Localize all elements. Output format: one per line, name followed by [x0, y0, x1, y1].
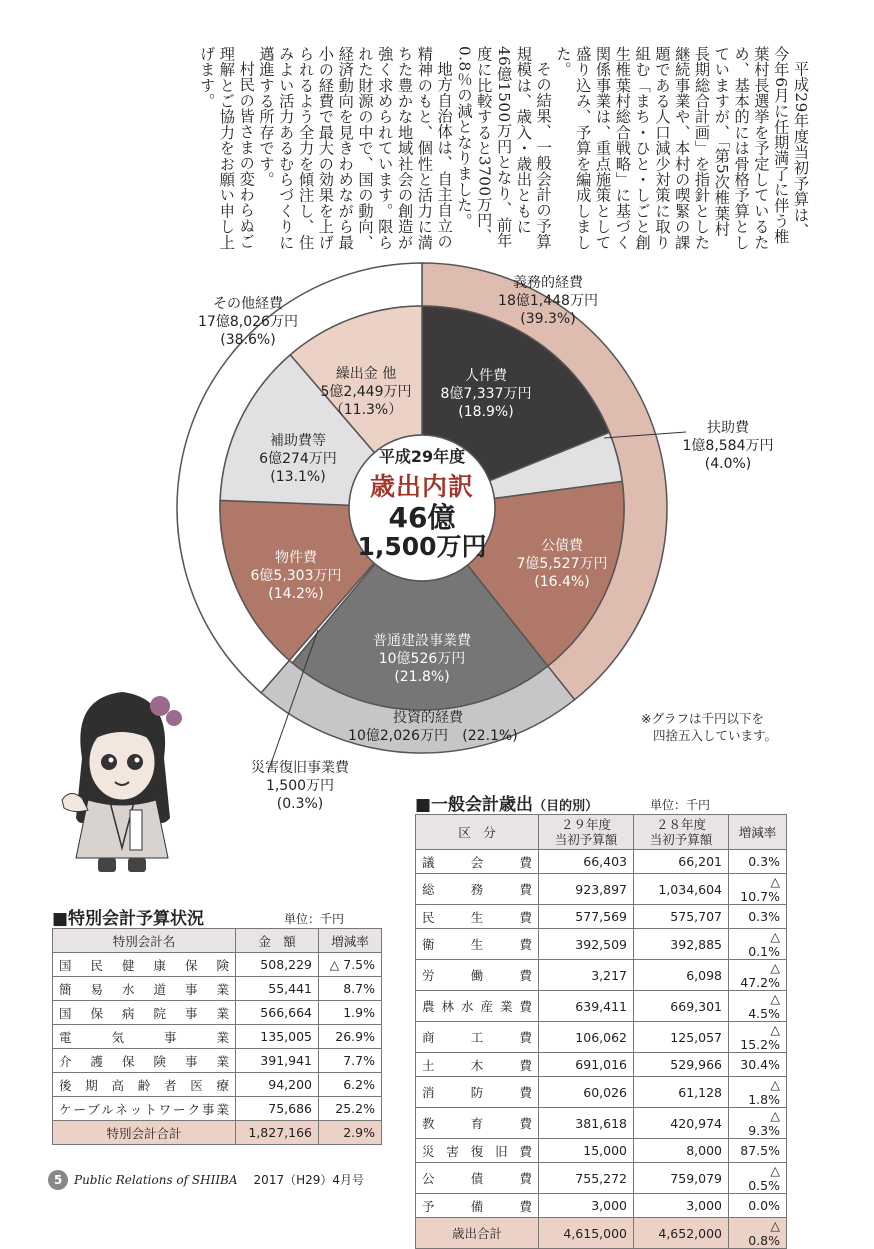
general-table-row — [416, 1139, 787, 1163]
row-account-name: ケーブルネットワーク事業 — [53, 1097, 236, 1121]
row-change: 7.7% — [319, 1049, 382, 1073]
inner-slice-name-label: 人件費 — [465, 368, 507, 384]
chart-note-line1: ※グラフは千円以下を — [641, 711, 764, 726]
intro-paragraph-4: 村民の皆さまの変わらぬご理解とご協力をお願い申し上げます。 — [198, 46, 256, 251]
footer-issue: 2017（H29）4月号 — [253, 1173, 365, 1187]
intro-paragraph-1: 平成29年度当初予算は、今年6月に任期満了に伴う椎葉村長選挙を予定しているため、基本的には骨格予算としていますが、「第5次椎葉村長期総合計画」を指針とした継続事業や、本村の喫緊の課題である人口減少対策に取り組む「まち・ひと・しごと創生椎葉村総合戦略」に基づく関係事業は、重点施策として盛り込み、予算を編成しました。 — [554, 46, 810, 251]
special-table-row — [53, 953, 382, 977]
row-change: 0.3% — [729, 905, 787, 929]
general-table-row — [416, 960, 787, 991]
row-current: 60,026 — [539, 1077, 634, 1108]
header-previous — [634, 815, 729, 850]
special-unit: 単位：千円 — [284, 912, 345, 926]
chart-note-line2: 四捨五入しています。 — [653, 728, 778, 743]
header-change: 増減率 — [729, 815, 787, 850]
row-previous: 759,079 — [634, 1163, 729, 1194]
row-current: 577,569 — [539, 905, 634, 929]
row-current: 691,016 — [539, 1053, 634, 1077]
inner-slice-amount-label: 6億274万円 — [259, 451, 337, 467]
outer-slice-amount-label: 17億8,026万円 — [198, 314, 298, 330]
general-table-title — [415, 790, 598, 815]
general-title-main: ■一般会計歳出 — [415, 795, 534, 815]
row-previous: 392,885 — [634, 929, 729, 960]
row-category: 衛生費 — [416, 929, 539, 960]
row-amount: 566,664 — [236, 1001, 319, 1025]
row-current: 106,062 — [539, 1022, 634, 1053]
special-header-amount: 金 額 — [236, 929, 319, 953]
row-change: 30.4% — [729, 1053, 787, 1077]
special-header-name: 特別会計名 — [53, 929, 236, 953]
row-category: 商工費 — [416, 1022, 539, 1053]
mascot-girl-illustration — [52, 678, 192, 878]
inner-slice-percent-label: (0.3%) — [276, 796, 324, 812]
row-previous: 420,974 — [634, 1108, 729, 1139]
row-amount: 135,005 — [236, 1025, 319, 1049]
row-account-name: 簡易水道事業 — [53, 977, 236, 1001]
row-current: 15,000 — [539, 1139, 634, 1163]
row-account-name: 後期高齢者医療 — [53, 1073, 236, 1097]
row-change: 0.0% — [729, 1194, 787, 1218]
row-previous: 8,000 — [634, 1139, 729, 1163]
row-change: 6.2% — [319, 1073, 382, 1097]
outer-slice-percent-label: (38.6%) — [220, 332, 276, 348]
special-table-row — [53, 1073, 382, 1097]
intro-paragraph-2: その結果、一般会計の予算規模は、歳入・歳出ともに46億1500万円となり、前年度に比較すると3700万円、0.8％の減となりました。 — [455, 46, 553, 250]
outer-slice-amount-label: 18億1,448万円 — [498, 293, 598, 309]
chart-total-line1: 46億 — [388, 501, 456, 534]
row-change: 8.7% — [319, 977, 382, 1001]
inner-slice-name-label: 繰出金 他 — [335, 366, 397, 382]
special-header-change: 増減率 — [319, 929, 382, 953]
row-category: 消防費 — [416, 1077, 539, 1108]
header-current-1: ２９年度 — [560, 817, 611, 832]
row-category: 教育費 — [416, 1108, 539, 1139]
row-change: 87.5% — [729, 1139, 787, 1163]
inner-slice-percent-label: (16.4%) — [534, 574, 590, 590]
row-previous: 61,128 — [634, 1077, 729, 1108]
row-previous: 575,707 — [634, 905, 729, 929]
total-label: 歳出合計 — [416, 1218, 539, 1249]
inner-slice-amount-label: 10億526万円 — [378, 651, 466, 667]
header-category: 区 分 — [416, 815, 539, 850]
outer-slice-percent-label: (39.3%) — [520, 311, 576, 327]
row-change: 25.2% — [319, 1097, 382, 1121]
inner-slice-amount-label: 8億7,337万円 — [440, 386, 532, 402]
special-table-row — [53, 1001, 382, 1025]
row-current: 923,897 — [539, 874, 634, 905]
row-current: 639,411 — [539, 991, 634, 1022]
outer-slice-amount-label: 10億2,026万円 — [348, 728, 448, 744]
row-category: 労働費 — [416, 960, 539, 991]
row-change: △ 4.5% — [729, 991, 787, 1022]
row-change: △ 10.7% — [729, 874, 787, 905]
row-category: 土木費 — [416, 1053, 539, 1077]
row-current: 392,509 — [539, 929, 634, 960]
outer-slice-name-label: 投資的経費 — [393, 710, 463, 726]
special-total-row — [53, 1121, 382, 1145]
special-table-row — [53, 1025, 382, 1049]
general-header-row — [416, 815, 787, 850]
header-previous-1: ２８年度 — [655, 817, 706, 832]
chart-total-line2: 1,500万円 — [357, 532, 487, 561]
general-unit: 単位：千円 — [650, 798, 711, 812]
row-previous: 669,301 — [634, 991, 729, 1022]
row-current: 3,000 — [539, 1194, 634, 1218]
inner-slice-percent-label: （11.3%） — [329, 402, 403, 418]
chart-center-title — [349, 444, 495, 561]
general-table-row — [416, 1194, 787, 1218]
row-previous: 1,034,604 — [634, 874, 729, 905]
inner-slice-name-label: 扶助費 — [707, 420, 749, 436]
general-table-row — [416, 874, 787, 905]
row-change: △ 9.3% — [729, 1108, 787, 1139]
general-table-row — [416, 905, 787, 929]
inner-slice-name-label: 補助費等 — [270, 433, 326, 449]
general-table-row — [416, 991, 787, 1022]
chart-title: 平成29年度 — [378, 447, 466, 466]
inner-slice-percent-label: (14.2%) — [268, 586, 324, 602]
general-table-row — [416, 1108, 787, 1139]
inner-slice-name-label: 公債費 — [541, 538, 583, 554]
general-table-row — [416, 929, 787, 960]
inner-slice-percent-label: (13.1%) — [270, 469, 326, 485]
row-change: △ 47.2% — [729, 960, 787, 991]
inner-slice-percent-label: (21.8%) — [394, 669, 450, 685]
row-amount: 75,686 — [236, 1097, 319, 1121]
general-table-row — [416, 850, 787, 874]
inner-slice-amount-label: 1億8,584万円 — [682, 438, 774, 454]
general-table-row — [416, 1053, 787, 1077]
row-amount: 94,200 — [236, 1073, 319, 1097]
row-previous: 66,201 — [634, 850, 729, 874]
row-previous: 3,000 — [634, 1194, 729, 1218]
inner-slice-name-label: 普通建設事業費 — [373, 633, 471, 649]
general-table-row — [416, 1022, 787, 1053]
special-total-label: 特別会計合計 — [53, 1121, 236, 1145]
row-previous: 125,057 — [634, 1022, 729, 1053]
row-change: △ 1.8% — [729, 1077, 787, 1108]
row-current: 755,272 — [539, 1163, 634, 1194]
row-account-name: 電気事業 — [53, 1025, 236, 1049]
row-change: 0.3% — [729, 850, 787, 874]
special-table-row — [53, 1049, 382, 1073]
row-change: △ 7.5% — [319, 953, 382, 977]
row-category: 議会費 — [416, 850, 539, 874]
special-total-change: 2.9% — [319, 1121, 382, 1145]
inner-slice-name-label: 災害復旧事業費 — [251, 760, 349, 776]
footer-brand: Public Relations of SHIIBA — [74, 1173, 238, 1187]
chart-subtitle: 歳出内訳 — [369, 472, 474, 501]
row-current: 3,217 — [539, 960, 634, 991]
inner-slice-name-label: 物件費 — [275, 550, 317, 566]
intro-paragraph-3: 地方自治体は、自主自立の精神のもと、個性と活力に満ちた豊かな地域社会の創造が強く求められています。限られた財源の中で、国の動向、経済動向を見きわめながら最小の経費で最大の効果を上げられるよう全力を傾注し、住みよい活力あるむらづくりに邁進する所存です。 — [257, 46, 454, 251]
row-account-name: 国民健康保険 — [53, 953, 236, 977]
chart-note — [641, 710, 777, 744]
row-amount: 55,441 — [236, 977, 319, 1001]
special-table-title: ■特別会計予算状況 — [52, 909, 205, 929]
general-total-row — [416, 1218, 787, 1249]
footer — [48, 1170, 364, 1190]
row-account-name: 国保病院事業 — [53, 1001, 236, 1025]
header-previous-2: 当初予算額 — [649, 832, 713, 847]
row-change: 1.9% — [319, 1001, 382, 1025]
row-category: 民生費 — [416, 905, 539, 929]
general-account-table — [415, 814, 787, 1249]
total-current: 4,615,000 — [539, 1218, 634, 1249]
outer-slice-name-label: その他経費 — [213, 296, 283, 312]
row-category: 予備費 — [416, 1194, 539, 1218]
general-table-row — [416, 1163, 787, 1194]
inner-slice-percent-label: (18.9%) — [458, 404, 514, 420]
general-table-row — [416, 1077, 787, 1108]
total-previous: 4,652,000 — [634, 1218, 729, 1249]
inner-slice-amount-label: 5億2,449万円 — [320, 384, 412, 400]
outer-slice-percent-label: (22.1%) — [462, 728, 518, 744]
inner-slice-percent-label: (4.0%) — [704, 456, 752, 472]
row-previous: 529,966 — [634, 1053, 729, 1077]
inner-slice-amount-label: 7億5,527万円 — [516, 556, 608, 572]
special-account-table — [52, 928, 382, 1145]
row-account-name: 介護保険事業 — [53, 1049, 236, 1073]
row-change: △ 0.1% — [729, 929, 787, 960]
row-current: 66,403 — [539, 850, 634, 874]
row-change: △ 15.2% — [729, 1022, 787, 1053]
row-amount: 391,941 — [236, 1049, 319, 1073]
special-table-row — [53, 977, 382, 1001]
row-change: 26.9% — [319, 1025, 382, 1049]
inner-slice-amount-label: 1,500万円 — [265, 778, 335, 794]
special-table-row — [53, 1097, 382, 1121]
row-category: 農林水産業費 — [416, 991, 539, 1022]
special-total-amount: 1,827,166 — [236, 1121, 319, 1145]
outer-slice-name-label: 義務的経費 — [513, 275, 583, 291]
header-current — [539, 815, 634, 850]
row-current: 381,618 — [539, 1108, 634, 1139]
general-title-sub: （目的別） — [533, 799, 599, 814]
row-category: 公債費 — [416, 1163, 539, 1194]
row-amount: 508,229 — [236, 953, 319, 977]
page-number: 5 — [48, 1170, 68, 1190]
total-change: △ 0.8% — [729, 1218, 787, 1249]
row-category: 災害復旧費 — [416, 1139, 539, 1163]
special-header-row — [53, 929, 382, 953]
header-current-2: 当初予算額 — [554, 832, 618, 847]
inner-slice-amount-label: 6億5,303万円 — [250, 568, 342, 584]
row-category: 総務費 — [416, 874, 539, 905]
intro-text — [48, 46, 810, 252]
row-previous: 6,098 — [634, 960, 729, 991]
row-change: △ 0.5% — [729, 1163, 787, 1194]
